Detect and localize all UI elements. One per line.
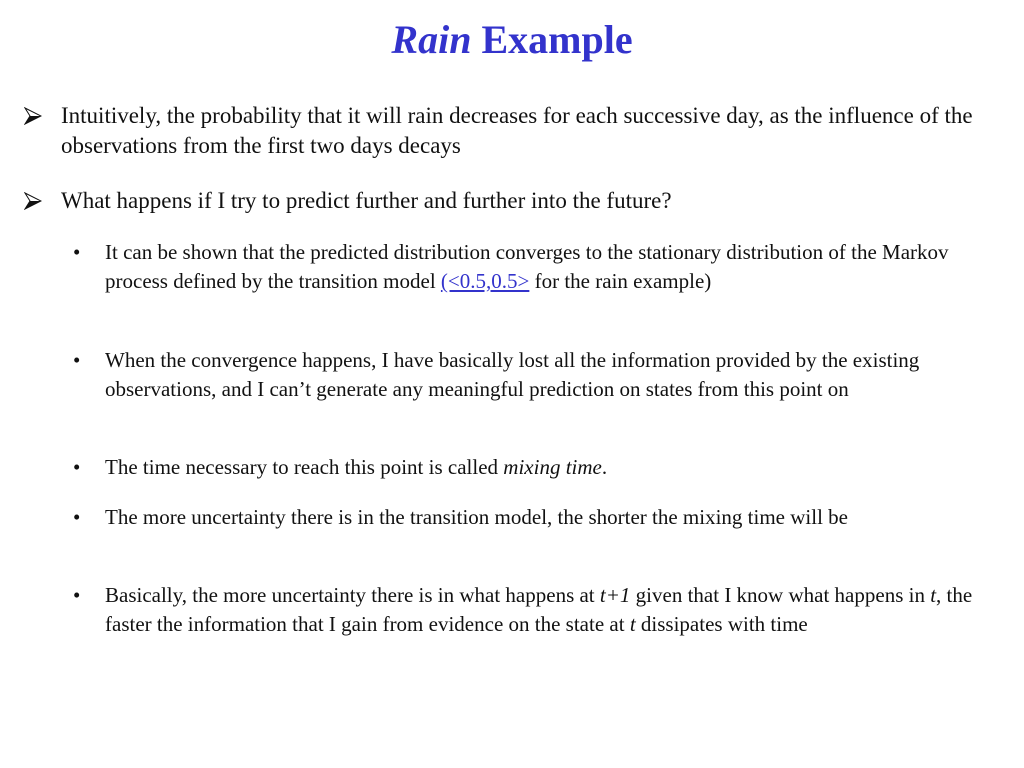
sub-bullet-item bbox=[73, 453, 1000, 482]
math-term: t+1 bbox=[599, 583, 631, 607]
bullet-dot-icon: • bbox=[73, 455, 81, 479]
sub-bullet-text: . bbox=[601, 455, 608, 479]
slide-title-italic: Rain bbox=[391, 17, 472, 62]
bullet-dot-icon: • bbox=[73, 505, 81, 529]
math-term: t bbox=[629, 612, 636, 636]
slide-title bbox=[0, 14, 1024, 66]
sub-bullet-text: The more uncertainty there is in the transition model, the shorter the mixing time will be bbox=[105, 505, 848, 529]
bullet-dot-icon: • bbox=[73, 583, 81, 607]
math-term: t bbox=[930, 583, 937, 607]
mixing-time-term: mixing time bbox=[503, 455, 602, 479]
sub-bullet-text: given that I know what happens in bbox=[630, 583, 931, 607]
sub-bullet-item bbox=[73, 503, 1000, 532]
sub-bullet-text: When the convergence happens, I have basically lost all the information provided by the existing observations, and I can’t generate any meaningful prediction on states from this point on bbox=[105, 348, 920, 401]
bullet-dot-icon: • bbox=[73, 240, 81, 264]
sub-bullet-item bbox=[73, 238, 1000, 296]
sub-bullet-text: Basically, the more uncertainty there is in what happens at bbox=[105, 583, 600, 607]
sub-bullet-text: The time necessary to reach this point is called bbox=[105, 455, 504, 479]
stationary-distribution-link[interactable]: (<0.5,0.5> bbox=[440, 269, 530, 293]
sub-bullet-item bbox=[73, 581, 1000, 639]
sub-bullet-item bbox=[73, 346, 1000, 404]
arrowhead-bullet-icon bbox=[24, 107, 42, 125]
sub-bullet-text: It can be shown that the predicted distribution converges to the stationary distribution of the Markov process defined by the transition model bbox=[105, 240, 949, 293]
slide-title-rest: Example bbox=[471, 17, 633, 62]
bullet-dot-icon: • bbox=[73, 348, 81, 372]
bullet-text: Intuitively, the probability that it will rain decreases for each successive day, as the influence of the observations from the first two days decays bbox=[61, 103, 973, 158]
sub-bullet-text: for the rain example) bbox=[529, 269, 712, 293]
bullet-text: What happens if I try to predict further and further into the future? bbox=[61, 188, 672, 213]
bullet-item bbox=[61, 101, 1001, 161]
arrowhead-bullet-icon bbox=[24, 192, 42, 210]
sub-bullet-text: , the faster the information that I gain from evidence on the state at bbox=[105, 583, 973, 636]
bullet-item bbox=[61, 186, 1001, 216]
sub-bullet-text: dissipates with time bbox=[635, 612, 808, 636]
